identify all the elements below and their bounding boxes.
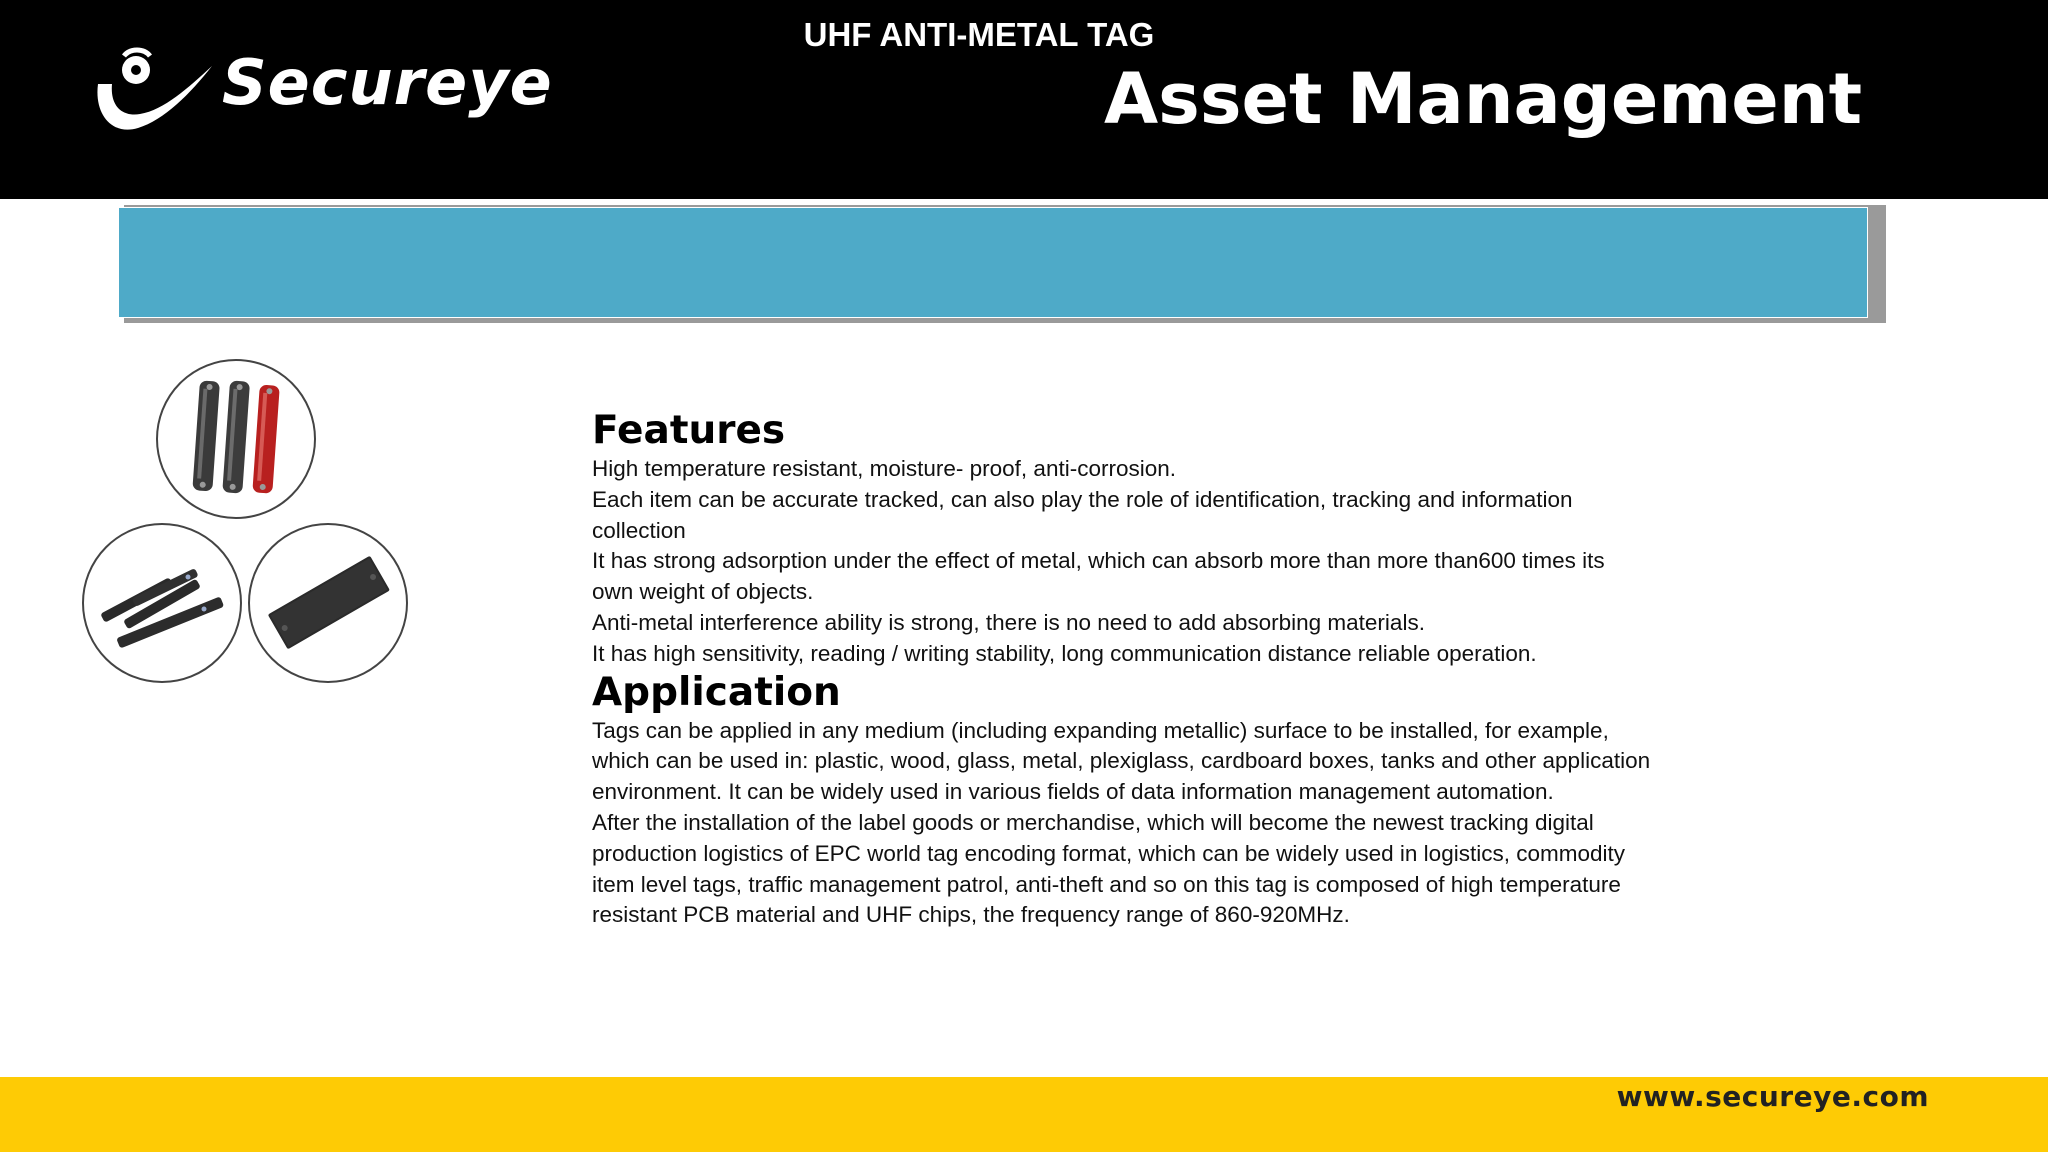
website-link[interactable]: www.secureye.com (1616, 1080, 1929, 1113)
slim-strip-tags-image (82, 523, 242, 683)
features-line: It has high sensitivity, reading / writing stability, long communication distance reliable operation. (592, 640, 1537, 666)
flat-tag-image (248, 523, 408, 683)
banner-title: UHF ANTI-METAL TAG (803, 16, 1155, 53)
features-line: Anti-metal interference ability is strong, there is no need to add absorbing materials. (592, 609, 1425, 635)
application-paragraph: Tags can be applied in any medium (including expanding metallic) surface to be installed, for example, which can be used in: plastic, wood, glass, metal, plexiglass, cardboard boxes, tanks and other application environment. It can be widely used in various fields of data information management automation. (592, 717, 1651, 805)
features-line: It has strong adsorption under the effect of metal, which can absorb more than more than600 times its own weight of objects. (592, 548, 1605, 605)
application-heading: Application (592, 669, 841, 715)
swoosh-eye-icon (92, 44, 214, 138)
three-bar-tags-image (156, 359, 316, 519)
content-body (592, 408, 1652, 931)
section-banner (118, 207, 1868, 318)
page-title: Asset Management (1104, 58, 1863, 140)
brand-name: Secureye (222, 46, 553, 119)
features-heading: Features (592, 408, 786, 453)
features-line: High temperature resistant, moisture- proof, anti-corrosion. (592, 456, 1176, 481)
secureye-logo (92, 40, 553, 140)
features-line: Each item can be accurate tracked, can also play the role of identification, tracking and information collection (592, 486, 1573, 543)
footer-bar (0, 1077, 2048, 1152)
application-paragraph: After the installation of the label goods or merchandise, which will become the newest tracking digital production logistics of EPC world tag encoding format, which can be widely used in logistics, commodity item level tags, traffic management patrol, anti-theft and so on this tag is composed of high temperature resistant PCB material and UHF chips, the frequency range of 860-920MHz. (592, 809, 1625, 928)
